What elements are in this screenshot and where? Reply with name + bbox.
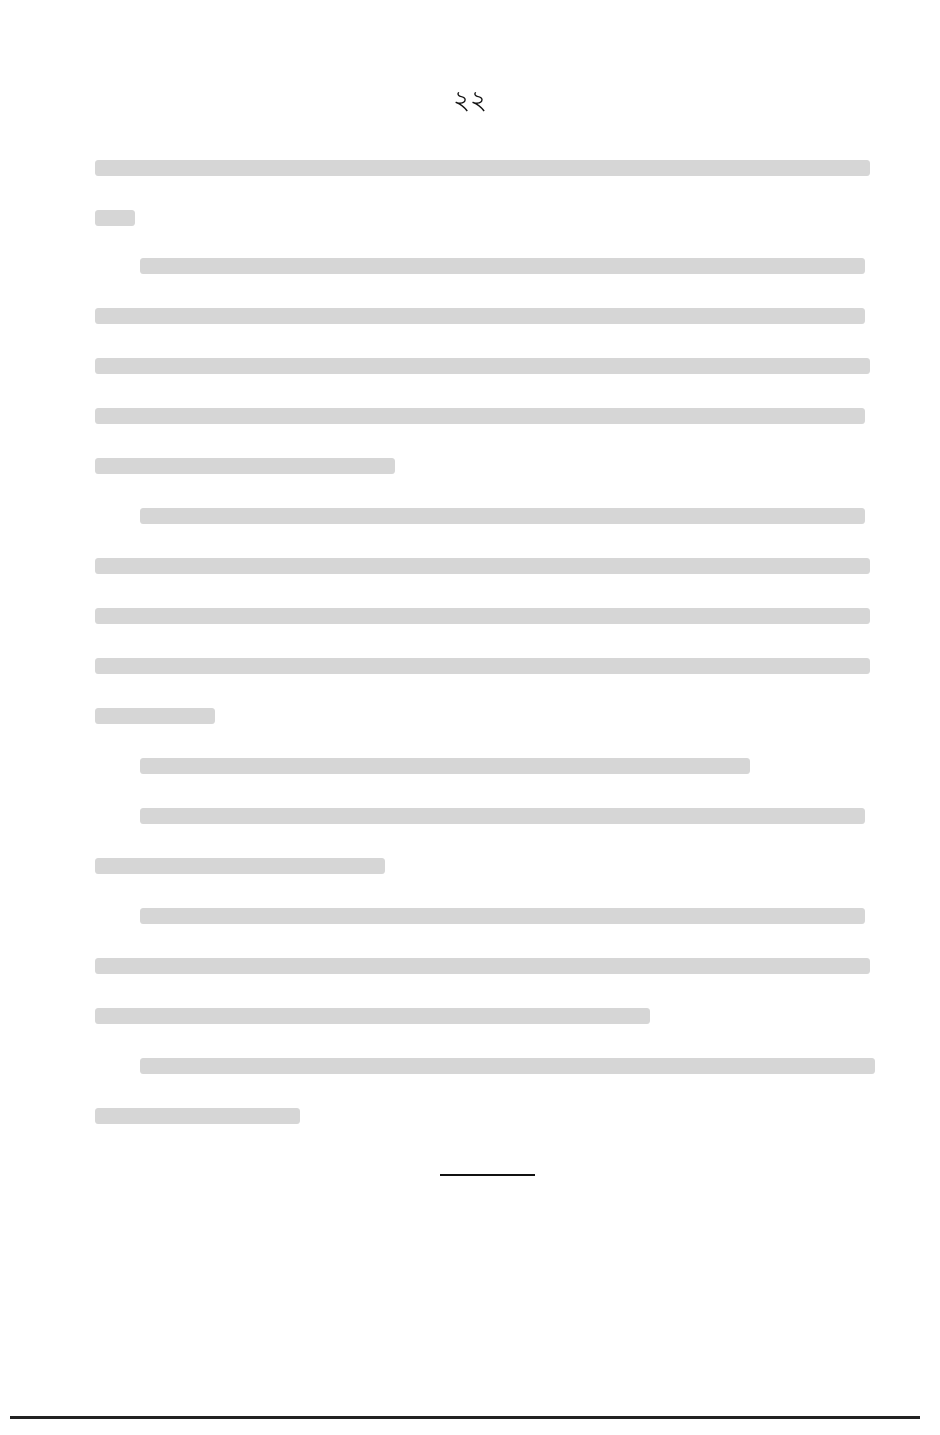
text-line-placeholder	[95, 1008, 650, 1024]
text-line-placeholder	[95, 1108, 300, 1124]
text-line-placeholder	[95, 958, 870, 974]
text-line-placeholder	[140, 758, 750, 774]
text-line-placeholder	[95, 608, 870, 624]
text-line-placeholder	[95, 160, 870, 176]
text-line-placeholder	[95, 408, 865, 424]
text-line-placeholder	[95, 558, 870, 574]
text-line-placeholder	[95, 858, 385, 874]
scan-edge-line	[10, 1416, 920, 1419]
text-line-placeholder	[140, 1058, 875, 1074]
section-divider	[440, 1174, 535, 1176]
text-line-placeholder	[140, 808, 865, 824]
text-line-placeholder	[140, 508, 865, 524]
text-line-placeholder	[95, 308, 865, 324]
page-number: ২২	[453, 86, 487, 116]
text-line-placeholder	[95, 458, 395, 474]
text-line-placeholder	[95, 210, 135, 226]
text-line-placeholder	[140, 258, 865, 274]
text-line-placeholder	[95, 358, 870, 374]
text-line-placeholder	[95, 708, 215, 724]
text-line-placeholder	[95, 658, 870, 674]
text-line-placeholder	[140, 908, 865, 924]
